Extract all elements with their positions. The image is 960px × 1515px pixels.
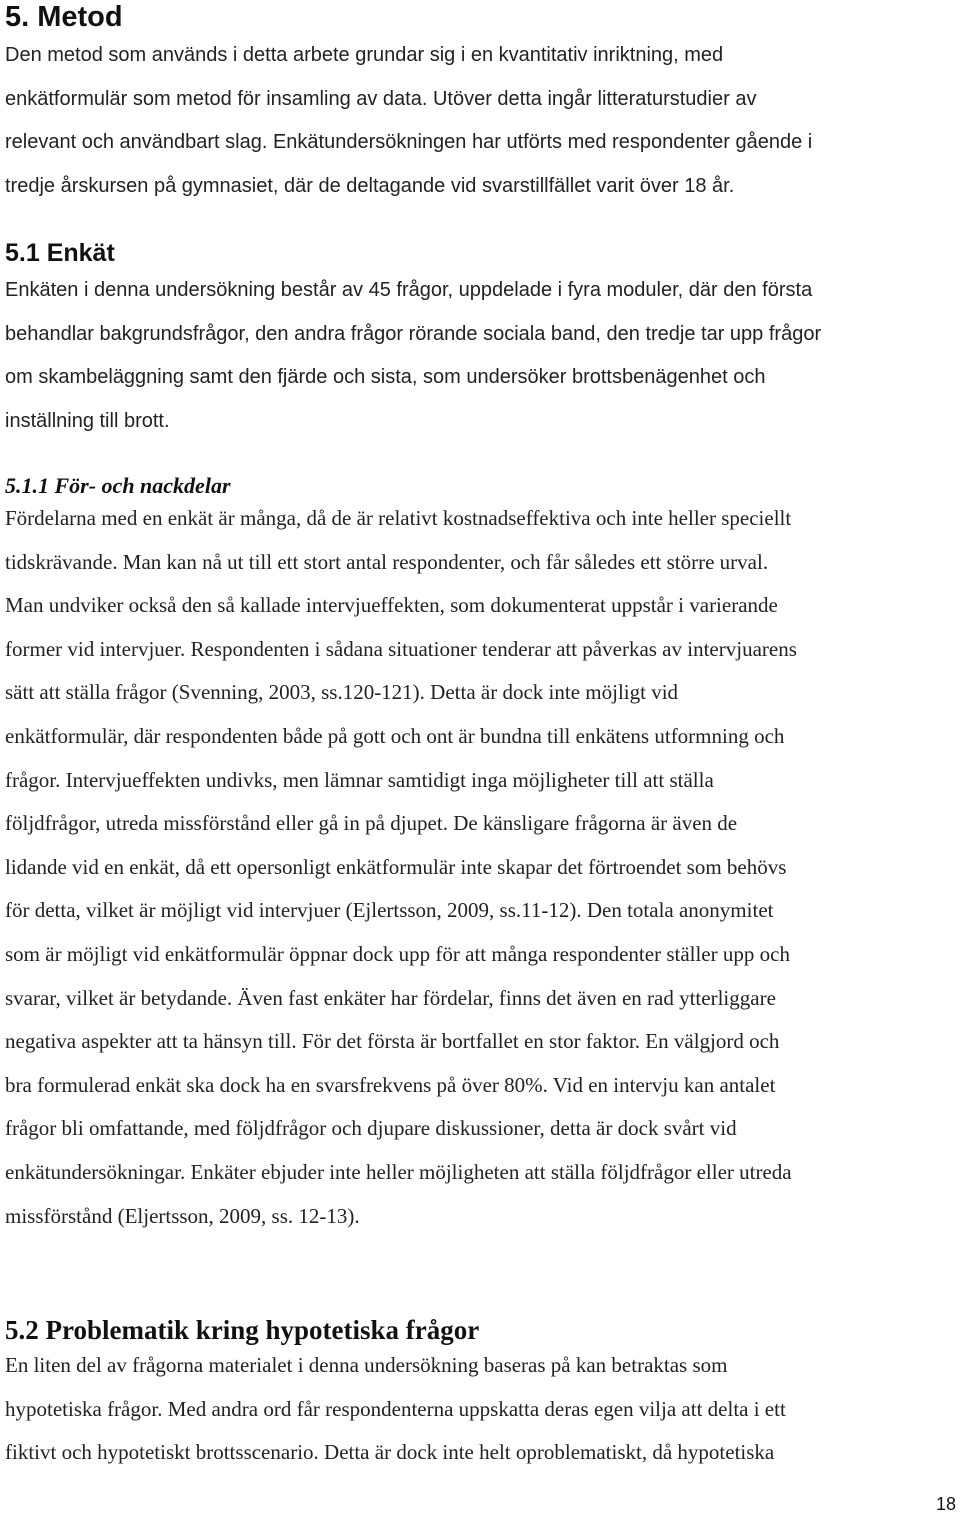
- section-5-1-1: [5, 472, 955, 500]
- text-line: Man undviker också den så kallade intervjueffekten, som dokumenterat uppstår i varierande: [5, 593, 778, 618]
- page-number: 18: [935, 1494, 956, 1514]
- text-line: Den metod som används i detta arbete grundar sig i en kvantitativ inriktning, med: [5, 44, 724, 66]
- text-line: Fördelarna med en enkät är många, då de är relativt kostnadseffektiva och inte heller speciellt: [5, 506, 792, 530]
- section-5-1: [5, 238, 955, 268]
- text-line: Enkäten i denna undersökning består av 45 frågor, uppdelade i fyra moduler, där den första: [5, 279, 813, 301]
- text-line: enkätformulär, där respondenten både på gott och ont är bundna till enkätens utformning och: [5, 723, 785, 748]
- text-line: frågor. Intervjueffekten undivks, men lämnar samtidigt inga möjligheter till att ställa: [5, 767, 714, 792]
- section-5-paragraph: [5, 34, 955, 208]
- text-line: En liten del av frågorna materialet i denna undersökning baseras på kan betraktas som: [5, 1353, 728, 1377]
- subsection-heading: 5.1 Enkät: [5, 239, 115, 267]
- paragraph: [5, 1344, 955, 1475]
- section-5-2-paragraph: [5, 1344, 955, 1475]
- section-5-2: [5, 1314, 955, 1346]
- paragraph: [5, 497, 955, 1238]
- text-line: tidskrävande. Man kan nå ut till ett stort antal respondenter, och får således ett större urval.: [5, 549, 769, 574]
- text-line: negativa aspekter att ta hänsyn till. För det första är bortfallet en stor faktor. En välgjord och: [5, 1029, 780, 1054]
- paragraph: [5, 34, 955, 208]
- text-line: frågor bli omfattande, med följdfrågor och djupare diskussioner, detta är dock svårt vid: [5, 1116, 737, 1141]
- text-line: behandlar bakgrundsfrågor, den andra frågor rörande sociala band, den tredje tar upp frågor: [5, 322, 822, 345]
- text-line: inställning till brott.: [5, 409, 170, 432]
- subsection-heading: 5.2 Problematik kring hypotetiska frågor: [5, 1315, 480, 1345]
- text-line: följdfrågor, utreda missförstånd eller gå in på djupet. De känsligare frågorna är även de: [5, 811, 738, 836]
- section-heading: 5. Metod: [5, 1, 123, 33]
- section-5-1-paragraph: [5, 269, 955, 443]
- text-line: relevant och användbart slag. Enkätundersökningen har utförts med respondenter gående i: [5, 131, 813, 153]
- section-5: [5, 0, 955, 34]
- text-line: sätt att ställa frågor (Svenning, 2003, ss.120-121). Detta är dock inte möjligt vid: [5, 680, 679, 705]
- section-5-1-1-paragraph: [5, 497, 955, 1238]
- text-line: former vid intervjuer. Respondenten i sådana situationer tenderar att påverkas av intervjuarens: [5, 636, 797, 661]
- text-line: fiktivt och hypotetiskt brottsscenario. Detta är dock inte helt oproblematiskt, då hypotetiska: [5, 1440, 775, 1465]
- text-line: tredje årskursen på gymnasiet, där de deltagande vid svarstillfället varit över 18 år.: [5, 174, 735, 197]
- paragraph: [5, 269, 955, 443]
- subsubsection-heading: 5.1.1 För- och nackdelar: [5, 473, 231, 498]
- text-line: för detta, vilket är möjligt vid intervjuer (Ejlertsson, 2009, ss.11-12). Den totala anonymitet: [5, 898, 774, 923]
- text-line: om skambeläggning samt den fjärde och sista, som undersöker brottsbenägenhet och: [5, 366, 766, 388]
- text-line: som är möjligt vid enkätformulär öppnar dock upp för att många respondenter ställer upp och: [5, 941, 790, 966]
- text-line: enkätundersökningar. Enkäter ebjuder inte heller möjligheten att ställa följdfrågor eller utreda: [5, 1159, 792, 1184]
- text-line: bra formulerad enkät ska dock ha en svarsfrekvens på över 80%. Vid en intervju kan antalet: [5, 1072, 776, 1097]
- text-line: hypotetiska frågor. Med andra ord får respondenterna uppskatta deras egen vilja att delta i ett: [5, 1396, 786, 1421]
- text-line: lidande vid en enkät, då ett opersonligt enkätformulär inte skapar det förtroendet som behövs: [5, 854, 787, 879]
- text-line: enkätformulär som metod för insamling av data. Utöver detta ingår litteraturstudier av: [5, 87, 757, 110]
- text-line: svarar, vilket är betydande. Även fast enkäter har fördelar, finns det även en rad ytterliggare: [5, 985, 776, 1010]
- text-line: missförstånd (Eljertsson, 2009, ss. 12-13).: [5, 1203, 360, 1228]
